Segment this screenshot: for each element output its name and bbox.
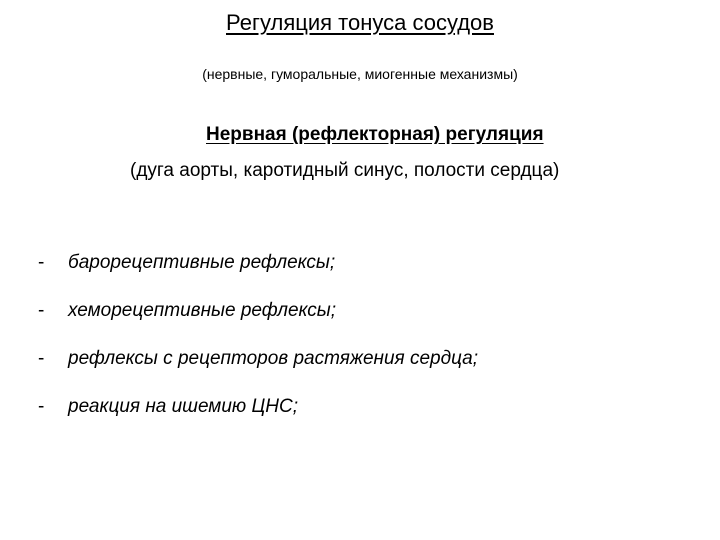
- slide-subtitle: (нервные, гуморальные, миогенные механизмы): [202, 66, 518, 82]
- list-item: [38, 300, 478, 348]
- list-item: [38, 348, 478, 396]
- list-item-text: рефлексы с рецепторов растяжения сердца;: [68, 348, 479, 369]
- bullet-dash: -: [38, 300, 45, 321]
- list-item: [38, 396, 478, 444]
- list-item-text: барорецептивные рефлексы;: [68, 252, 336, 273]
- list-item: [38, 252, 478, 300]
- bullet-dash: -: [38, 348, 45, 369]
- list-item-text: реакция на ишемию ЦНС;: [68, 396, 299, 417]
- bullet-dash: -: [38, 396, 45, 417]
- list-item-text: хеморецептивные рефлексы;: [68, 300, 337, 321]
- section-subheading: (дуга аорты, каротидный синус, полости сердца): [130, 160, 560, 181]
- slide-title: Регуляция тонуса сосудов: [226, 10, 494, 35]
- section-heading: Нервная (рефлекторная) регуляция: [206, 124, 544, 145]
- reflex-list: [38, 252, 478, 444]
- bullet-dash: -: [38, 252, 45, 273]
